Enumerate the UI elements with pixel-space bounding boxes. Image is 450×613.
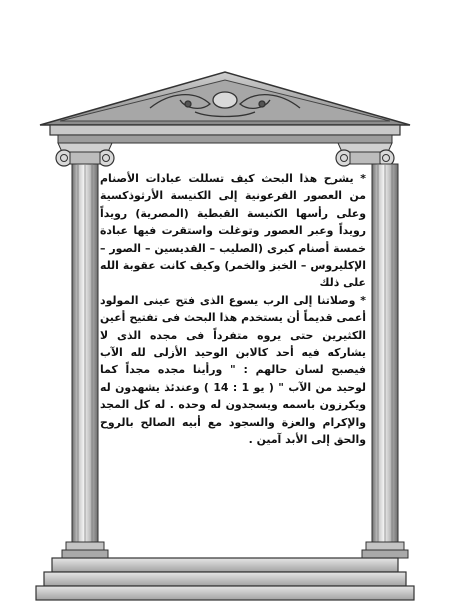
- bullet-2: *: [360, 293, 366, 307]
- paragraph-1: [100, 170, 366, 292]
- paragraph-1-text: يشرح هذا البحث كيف تسللت عبادات الأصنام من العصور الفرعونية إلى الكنيسة الأرثوذكسية وعلى رأسها الكنيسة القبطية (المصرية) رويداً رويداً وعبر العصور وتوغلت واستقرت فيها عبادة خمسة أصنام كبرى (الصليب – القديسين – الصور – الإكليروس – الخبز والخمر) وكيف كانت عقوبة الله على ذلك: [100, 172, 366, 290]
- document-text: [100, 170, 366, 545]
- temple-base: [36, 558, 414, 600]
- paragraph-2: [100, 292, 366, 449]
- pediment: [40, 72, 410, 143]
- bullet-1: *: [360, 172, 366, 185]
- paragraph-2-text: وصلاتنا إلى الرب يسوع الذى فتح عينى المولود أعمى قديماً أن يستخدم هذا البحث فى تفتيح أعين الكثيرين حتى يروه متفرداً فى مجده الذى لا يشاركه فيه أحد كالابن الوحيد الأزلى لله الآب فيصبح لسان حالهم : " ورأينا مجده مجداً كما لوحيد من الآب " ( يو 1 : 14 ) وعندئذ يشهدون له ويكرزون باسمه ويسجدون له وحده . له كل المجد والإكرام والعزة والسجود مع أبيه الصالح بالروح والحق إلى الأبد آمين .: [100, 293, 366, 447]
